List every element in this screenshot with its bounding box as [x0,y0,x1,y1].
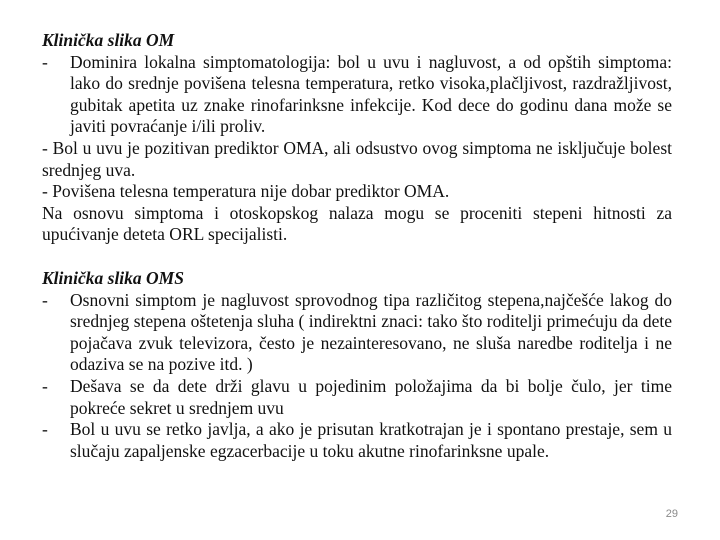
section-om-bullet-text: Dominira lokalna simptomatologija: bol u uvu i nagluvost, a od opštih simptoma: lako do srednje povišena telesna temperatura, retko visoka,plačljivost, razdražljivost, gubitak apetita uz znake rinofarinksne infekcije. Kod dece do godinu dana može se javiti povraćanje i/ili proliv. [70,51,672,137]
page-number: 29 [665,508,678,520]
section-oms-heading: Klinička slika OMS [42,268,184,288]
section-om-line-referral: Na osnovu simptoma i otoskopskog nalaza mogu se proceniti stepeni hitnosti za upućivanje deteta ORL specijalisti. [42,202,672,245]
section-oms-bullet-3 [42,419,672,462]
section-oms-bullet-text: Bol u uvu se retko javlja, a ako je prisutan kratkotrajan je i spontano prestaje, sem u slučaju zapaljenske egzacerbacije u toku akutne rinofarinksne upale. [70,419,672,461]
section-om-line-temperature: - Povišena telesna temperatura nije dobar prediktor OMA. [42,181,450,202]
section-om-heading: Klinička slika OM [42,30,175,50]
section-oms-bullet-text: Dešava se da dete drži glavu u pojedinim položajima da bi bolje čulo, jer time pokreće sekret u srednjem uvu [70,375,672,418]
bullet-dash: - [42,289,48,310]
bullet-dash: - [42,51,48,72]
section-om-bullet [42,52,672,138]
section-oms [42,268,672,462]
section-oms-bullet-text: Osnovni simptom je nagluvost sprovodnog tipa različitog stepena,najčešće lakog do srednjeg stepena oštetenja sluha ( indirektni znaci: tako što roditelji primećuju da dete pojačava zvuk televizora, često je nezainteresovano, ne sluša naredbe roditelja i ne odaziva se na pozive itd. ) [70,289,672,375]
bullet-dash: - [42,375,48,396]
bullet-dash: - [42,419,48,440]
section-oms-bullet-2 [42,376,672,419]
section-oms-bullet-1 [42,290,672,376]
section-om-line-pain-predictor: - Bol u uvu je pozitivan prediktor OMA, ali odsustvo ovog simptoma ne isključuje bolest srednjeg uva. [42,137,672,180]
section-om [42,30,672,246]
